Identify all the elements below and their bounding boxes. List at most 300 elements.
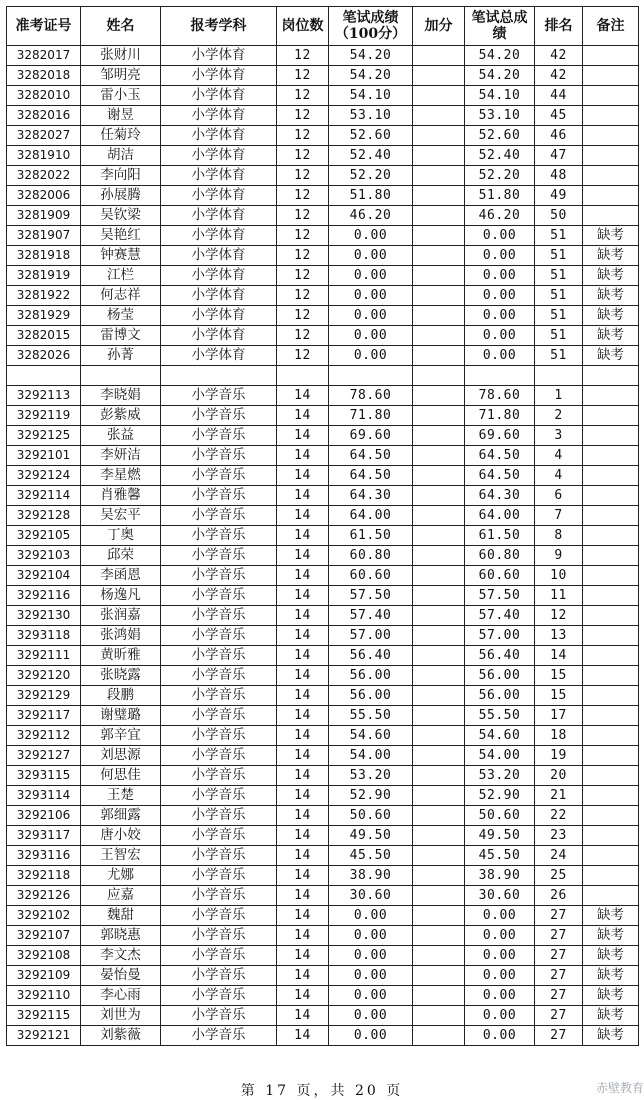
cell-total-score: 69.60 <box>465 426 535 446</box>
cell-remark <box>583 426 639 446</box>
cell-remark <box>583 886 639 906</box>
cell-bonus <box>413 686 465 706</box>
cell-total-score: 0.00 <box>465 346 535 366</box>
cell-rank: 10 <box>535 566 583 586</box>
cell-remark <box>583 846 639 866</box>
cell-written-score: 64.50 <box>329 446 413 466</box>
cell-bonus <box>413 586 465 606</box>
cell-remark <box>583 826 639 846</box>
cell-subject: 小学音乐 <box>161 546 277 566</box>
cell-exam-id: 3292117 <box>7 706 81 726</box>
cell-name: 张鸿娟 <box>81 626 161 646</box>
cell-positions: 14 <box>277 546 329 566</box>
cell-remark: 缺考 <box>583 966 639 986</box>
table-row <box>7 826 639 846</box>
cell-positions: 14 <box>277 526 329 546</box>
cell-total-score: 52.40 <box>465 146 535 166</box>
cell-name: 邹明亮 <box>81 66 161 86</box>
table-row <box>7 86 639 106</box>
cell-bonus <box>413 426 465 446</box>
cell-positions: 14 <box>277 1006 329 1026</box>
cell-remark: 缺考 <box>583 926 639 946</box>
cell-remark: 缺考 <box>583 1006 639 1026</box>
cell-written-score: 54.60 <box>329 726 413 746</box>
cell-positions: 12 <box>277 126 329 146</box>
table-row <box>7 326 639 346</box>
cell-remark <box>583 66 639 86</box>
cell-bonus <box>413 386 465 406</box>
cell-remark <box>583 506 639 526</box>
cell-bonus <box>413 66 465 86</box>
cell-positions: 14 <box>277 846 329 866</box>
cell-written-score: 0.00 <box>329 246 413 266</box>
table-row <box>7 526 639 546</box>
cell-total-score: 45.50 <box>465 846 535 866</box>
cell-rank: 27 <box>535 966 583 986</box>
cell-exam-id: 3292109 <box>7 966 81 986</box>
cell-positions: 14 <box>277 926 329 946</box>
cell-total-score: 0.00 <box>465 226 535 246</box>
cell-total-score: 0.00 <box>465 986 535 1006</box>
cell-total-score: 64.50 <box>465 466 535 486</box>
cell-name: 吴钦梁 <box>81 206 161 226</box>
cell-rank: 15 <box>535 686 583 706</box>
table-row <box>7 466 639 486</box>
cell-name: 何志祥 <box>81 286 161 306</box>
table-row <box>7 866 639 886</box>
cell-name: 李妍洁 <box>81 446 161 466</box>
cell-positions: 14 <box>277 406 329 426</box>
cell-total-score: 78.60 <box>465 386 535 406</box>
cell-written-score: 30.60 <box>329 886 413 906</box>
cell-name: 吴宏平 <box>81 506 161 526</box>
cell-remark: 缺考 <box>583 226 639 246</box>
table-row <box>7 886 639 906</box>
cell-total-score: 57.50 <box>465 586 535 606</box>
cell-subject: 小学体育 <box>161 46 277 66</box>
cell-exam-id: 3293115 <box>7 766 81 786</box>
cell-rank: 49 <box>535 186 583 206</box>
header-name: 姓名 <box>81 7 161 46</box>
cell-exam-id: 3292110 <box>7 986 81 1006</box>
cell-exam-id: 3292130 <box>7 606 81 626</box>
cell-subject: 小学体育 <box>161 346 277 366</box>
table-row <box>7 846 639 866</box>
cell-subject: 小学音乐 <box>161 486 277 506</box>
cell-positions: 12 <box>277 226 329 246</box>
cell-subject: 小学音乐 <box>161 766 277 786</box>
cell-positions: 12 <box>277 286 329 306</box>
cell-positions: 14 <box>277 786 329 806</box>
cell-remark: 缺考 <box>583 306 639 326</box>
cell-name: 邱荣 <box>81 546 161 566</box>
cell-exam-id: 3282022 <box>7 166 81 186</box>
cell-name: 郭晓惠 <box>81 926 161 946</box>
cell-exam-id: 3282017 <box>7 46 81 66</box>
cell-bonus <box>413 186 465 206</box>
cell-rank: 14 <box>535 646 583 666</box>
cell-name: 魏甜 <box>81 906 161 926</box>
cell-exam-id: 3282027 <box>7 126 81 146</box>
table-row <box>7 706 639 726</box>
table-row <box>7 946 639 966</box>
cell-positions: 12 <box>277 86 329 106</box>
cell-exam-id: 3292107 <box>7 926 81 946</box>
cell-subject: 小学音乐 <box>161 846 277 866</box>
table-row <box>7 166 639 186</box>
cell-total-score: 71.80 <box>465 406 535 426</box>
cell-subject: 小学音乐 <box>161 806 277 826</box>
cell-remark <box>583 686 639 706</box>
cell-subject: 小学音乐 <box>161 746 277 766</box>
cell-exam-id: 3281919 <box>7 266 81 286</box>
cell-written-score: 61.50 <box>329 526 413 546</box>
cell-positions: 14 <box>277 386 329 406</box>
cell-subject: 小学体育 <box>161 246 277 266</box>
cell-name: 张晓露 <box>81 666 161 686</box>
cell-rank: 22 <box>535 806 583 826</box>
cell-subject: 小学音乐 <box>161 606 277 626</box>
cell-rank: 8 <box>535 526 583 546</box>
music-rows <box>7 386 639 1046</box>
table-row <box>7 146 639 166</box>
cell-subject: 小学音乐 <box>161 666 277 686</box>
cell-bonus <box>413 546 465 566</box>
cell-positions: 14 <box>277 826 329 846</box>
cell-name: 吴艳红 <box>81 226 161 246</box>
cell-written-score: 0.00 <box>329 966 413 986</box>
cell-positions: 14 <box>277 466 329 486</box>
cell-name: 杨莹 <box>81 306 161 326</box>
cell-total-score: 52.60 <box>465 126 535 146</box>
table-row <box>7 446 639 466</box>
cell-subject: 小学音乐 <box>161 726 277 746</box>
cell-exam-id: 3292108 <box>7 946 81 966</box>
cell-name: 李心雨 <box>81 986 161 1006</box>
cell-exam-id: 3282026 <box>7 346 81 366</box>
cell-subject: 小学音乐 <box>161 446 277 466</box>
cell-name: 孙展腾 <box>81 186 161 206</box>
cell-written-score: 52.60 <box>329 126 413 146</box>
cell-bonus <box>413 966 465 986</box>
cell-exam-id: 3292126 <box>7 886 81 906</box>
cell-subject: 小学音乐 <box>161 386 277 406</box>
cell-rank: 21 <box>535 786 583 806</box>
cell-rank: 9 <box>535 546 583 566</box>
cell-subject: 小学音乐 <box>161 466 277 486</box>
cell-name: 王智宏 <box>81 846 161 866</box>
table-row <box>7 286 639 306</box>
cell-name: 江栏 <box>81 266 161 286</box>
cell-written-score: 0.00 <box>329 266 413 286</box>
cell-bonus <box>413 206 465 226</box>
cell-written-score: 54.00 <box>329 746 413 766</box>
cell-written-score: 55.50 <box>329 706 413 726</box>
cell-total-score: 61.50 <box>465 526 535 546</box>
cell-positions: 14 <box>277 586 329 606</box>
cell-exam-id: 3281907 <box>7 226 81 246</box>
cell-exam-id: 3292119 <box>7 406 81 426</box>
cell-exam-id: 3292118 <box>7 866 81 886</box>
cell-written-score: 0.00 <box>329 326 413 346</box>
cell-bonus <box>413 746 465 766</box>
cell-remark <box>583 766 639 786</box>
cell-positions: 14 <box>277 646 329 666</box>
cell-written-score: 0.00 <box>329 226 413 246</box>
cell-remark <box>583 546 639 566</box>
cell-name: 孙菁 <box>81 346 161 366</box>
cell-rank: 27 <box>535 926 583 946</box>
cell-exam-id: 3292116 <box>7 586 81 606</box>
cell-total-score: 60.80 <box>465 546 535 566</box>
cell-exam-id: 3292101 <box>7 446 81 466</box>
cell-name: 刘思源 <box>81 746 161 766</box>
table-row <box>7 786 639 806</box>
cell-exam-id: 3281922 <box>7 286 81 306</box>
cell-exam-id: 3282018 <box>7 66 81 86</box>
cell-written-score: 45.50 <box>329 846 413 866</box>
table-row <box>7 626 639 646</box>
cell-remark <box>583 446 639 466</box>
cell-subject: 小学体育 <box>161 226 277 246</box>
cell-written-score: 53.20 <box>329 766 413 786</box>
cell-positions: 14 <box>277 886 329 906</box>
cell-remark <box>583 86 639 106</box>
cell-subject: 小学音乐 <box>161 406 277 426</box>
table-row <box>7 1006 639 1026</box>
table-row <box>7 906 639 926</box>
cell-name: 郭辛宜 <box>81 726 161 746</box>
cell-exam-id: 3292124 <box>7 466 81 486</box>
cell-positions: 14 <box>277 626 329 646</box>
cell-positions: 14 <box>277 866 329 886</box>
header-remark: 备注 <box>583 7 639 46</box>
cell-rank: 3 <box>535 426 583 446</box>
cell-bonus <box>413 306 465 326</box>
cell-total-score: 30.60 <box>465 886 535 906</box>
cell-total-score: 0.00 <box>465 946 535 966</box>
cell-rank: 27 <box>535 1026 583 1046</box>
cell-total-score: 54.00 <box>465 746 535 766</box>
cell-positions: 12 <box>277 266 329 286</box>
cell-remark <box>583 666 639 686</box>
cell-remark <box>583 806 639 826</box>
cell-remark <box>583 646 639 666</box>
cell-name: 钟赛慧 <box>81 246 161 266</box>
table-row <box>7 46 639 66</box>
cell-bonus <box>413 846 465 866</box>
cell-written-score: 0.00 <box>329 986 413 1006</box>
cell-name: 李函恩 <box>81 566 161 586</box>
cell-subject: 小学音乐 <box>161 686 277 706</box>
cell-bonus <box>413 826 465 846</box>
cell-bonus <box>413 166 465 186</box>
cell-remark <box>583 206 639 226</box>
cell-subject: 小学音乐 <box>161 1006 277 1026</box>
cell-rank: 50 <box>535 206 583 226</box>
cell-written-score: 64.30 <box>329 486 413 506</box>
cell-written-score: 57.50 <box>329 586 413 606</box>
cell-subject: 小学体育 <box>161 126 277 146</box>
cell-exam-id: 3292112 <box>7 726 81 746</box>
cell-exam-id: 3281910 <box>7 146 81 166</box>
cell-rank: 13 <box>535 626 583 646</box>
cell-name: 任菊玲 <box>81 126 161 146</box>
cell-bonus <box>413 926 465 946</box>
cell-subject: 小学音乐 <box>161 506 277 526</box>
cell-bonus <box>413 1026 465 1046</box>
cell-remark: 缺考 <box>583 286 639 306</box>
cell-total-score: 0.00 <box>465 286 535 306</box>
cell-exam-id: 3293117 <box>7 826 81 846</box>
cell-subject: 小学音乐 <box>161 426 277 446</box>
cell-exam-id: 3292115 <box>7 1006 81 1026</box>
table-row <box>7 746 639 766</box>
cell-subject: 小学音乐 <box>161 646 277 666</box>
cell-subject: 小学音乐 <box>161 866 277 886</box>
cell-positions: 14 <box>277 666 329 686</box>
cell-bonus <box>413 986 465 1006</box>
cell-bonus <box>413 886 465 906</box>
cell-subject: 小学音乐 <box>161 886 277 906</box>
cell-positions: 14 <box>277 426 329 446</box>
cell-remark <box>583 486 639 506</box>
cell-written-score: 49.50 <box>329 826 413 846</box>
cell-bonus <box>413 346 465 366</box>
table-row <box>7 226 639 246</box>
cell-subject: 小学音乐 <box>161 946 277 966</box>
cell-total-score: 0.00 <box>465 906 535 926</box>
cell-positions: 14 <box>277 906 329 926</box>
cell-remark <box>583 786 639 806</box>
table-row <box>7 1026 639 1046</box>
cell-exam-id: 3292129 <box>7 686 81 706</box>
cell-name: 何思佳 <box>81 766 161 786</box>
cell-total-score: 0.00 <box>465 246 535 266</box>
cell-subject: 小学音乐 <box>161 986 277 1006</box>
cell-rank: 1 <box>535 386 583 406</box>
cell-rank: 27 <box>535 946 583 966</box>
cell-written-score: 50.60 <box>329 806 413 826</box>
cell-bonus <box>413 46 465 66</box>
cell-name: 唐小姣 <box>81 826 161 846</box>
cell-bonus <box>413 466 465 486</box>
cell-written-score: 0.00 <box>329 1026 413 1046</box>
cell-total-score: 0.00 <box>465 326 535 346</box>
cell-written-score: 57.40 <box>329 606 413 626</box>
cell-remark <box>583 466 639 486</box>
cell-remark <box>583 606 639 626</box>
cell-written-score: 0.00 <box>329 926 413 946</box>
cell-bonus <box>413 266 465 286</box>
cell-total-score: 54.60 <box>465 726 535 746</box>
cell-rank: 27 <box>535 986 583 1006</box>
cell-remark <box>583 126 639 146</box>
cell-subject: 小学音乐 <box>161 566 277 586</box>
cell-remark <box>583 626 639 646</box>
table-row <box>7 606 639 626</box>
table-row <box>7 266 639 286</box>
cell-rank: 51 <box>535 306 583 326</box>
cell-written-score: 54.10 <box>329 86 413 106</box>
header-row <box>7 7 639 46</box>
cell-written-score: 60.80 <box>329 546 413 566</box>
cell-total-score: 52.90 <box>465 786 535 806</box>
cell-rank: 15 <box>535 666 583 686</box>
table-row <box>7 206 639 226</box>
cell-total-score: 0.00 <box>465 926 535 946</box>
cell-name: 刘紫薇 <box>81 1026 161 1046</box>
cell-positions: 12 <box>277 106 329 126</box>
cell-subject: 小学体育 <box>161 186 277 206</box>
table-row <box>7 646 639 666</box>
cell-positions: 14 <box>277 746 329 766</box>
cell-remark <box>583 726 639 746</box>
cell-written-score: 0.00 <box>329 306 413 326</box>
cell-written-score: 60.60 <box>329 566 413 586</box>
cell-remark <box>583 146 639 166</box>
cell-written-score: 71.80 <box>329 406 413 426</box>
header-subject: 报考学科 <box>161 7 277 46</box>
cell-total-score: 56.00 <box>465 666 535 686</box>
cell-exam-id: 3292111 <box>7 646 81 666</box>
cell-total-score: 54.20 <box>465 66 535 86</box>
cell-exam-id: 3282010 <box>7 86 81 106</box>
cell-total-score: 64.30 <box>465 486 535 506</box>
cell-written-score: 54.20 <box>329 66 413 86</box>
cell-bonus <box>413 526 465 546</box>
cell-positions: 14 <box>277 1026 329 1046</box>
table-row <box>7 486 639 506</box>
cell-total-score: 53.10 <box>465 106 535 126</box>
cell-rank: 48 <box>535 166 583 186</box>
cell-exam-id: 3292127 <box>7 746 81 766</box>
table-row <box>7 386 639 406</box>
cell-subject: 小学音乐 <box>161 786 277 806</box>
table-row <box>7 666 639 686</box>
cell-rank: 4 <box>535 446 583 466</box>
cell-positions: 12 <box>277 186 329 206</box>
cell-subject: 小学体育 <box>161 326 277 346</box>
cell-written-score: 56.00 <box>329 686 413 706</box>
cell-bonus <box>413 486 465 506</box>
cell-rank: 42 <box>535 46 583 66</box>
table-row <box>7 306 639 326</box>
cell-remark <box>583 586 639 606</box>
cell-subject: 小学体育 <box>161 206 277 226</box>
cell-written-score: 64.50 <box>329 466 413 486</box>
cell-rank: 51 <box>535 246 583 266</box>
cell-bonus <box>413 226 465 246</box>
table-row <box>7 246 639 266</box>
cell-total-score: 38.90 <box>465 866 535 886</box>
cell-remark: 缺考 <box>583 326 639 346</box>
cell-bonus <box>413 506 465 526</box>
cell-bonus <box>413 786 465 806</box>
cell-rank: 51 <box>535 286 583 306</box>
cell-written-score: 52.90 <box>329 786 413 806</box>
table-row <box>7 406 639 426</box>
cell-positions: 14 <box>277 506 329 526</box>
cell-name: 晏怡曼 <box>81 966 161 986</box>
cell-remark <box>583 46 639 66</box>
cell-total-score: 54.20 <box>465 46 535 66</box>
cell-bonus <box>413 126 465 146</box>
cell-name: 郭细露 <box>81 806 161 826</box>
table-row <box>7 966 639 986</box>
cell-total-score: 56.00 <box>465 686 535 706</box>
cell-name: 李向阳 <box>81 166 161 186</box>
